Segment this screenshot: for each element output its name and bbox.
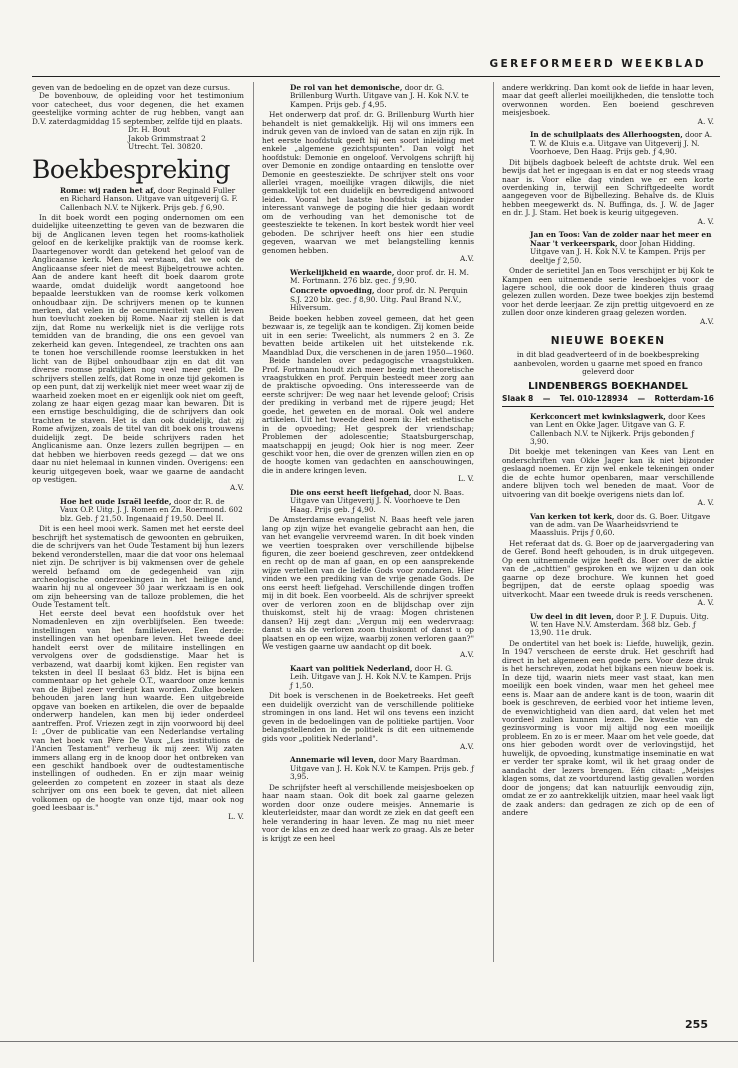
review-signature: L. V. [228,811,244,821]
section-title: Boekbespreking [32,154,230,184]
review-signature: A.V. [230,483,244,493]
author-city: Utrecht. Tel. 30820. [128,142,203,152]
review-signature: L. V. [458,474,474,484]
review-heading: Hoe het oude Israël leefde, door dr. R. de Vaux O.P. Uitg. J. J. Romen en Zn. Roermond. 602 blz. Geb. ƒ 21,50. Ingenaaid ƒ 19,50. Deel II. [60,496,243,523]
review-heading: In de schuilplaats des Allerhoogsten, door A. T. W. de Kluis e.a. Uitgave van Uitgeverij J. N. Voorhoeve, Den Haag. Prijs geb. ƒ 4,90. [530,130,713,157]
review-heading: Rome: wij raden het af, door Reginald Fuller en Richard Hanson. Uitgave van uitgeverij G. F. Callenbach N.V. te Nijkerk. Prijs geb. ƒ 6,90. [60,185,238,212]
journal-title: GEREFORMEERD WEEKBLAD [489,58,706,70]
review-signature: A.V. [460,650,474,660]
review-signature: A.V. [460,254,474,264]
review-paragraph: Dit is een heel mooi werk. Samen met het eerste deel beschrijft het systematisch de gewoonten en gebruiken, die de schrijvers van het Oude Testament bij hun lezers bekend veronderstellen, maar die dat voor ons helemaal niet zijn. De schrijver is bij vakmensen over de gehele wereld befaamd om de gedegenheid van zijn archeologische onderzoekingen in het heilige land, waarin hij nu al ongeveer 30 jaar werkzaam is en ook om zijn beheersing van de talloze problemen, die het Oude Testament telt. [32,524,244,610]
review-heading: Kerkconcert met kwinkslagwerk, door Kees van Lent en Okke Jager. Uitgave van G. F. Callenbach N.V. te Nijkerk. Prijs gebonden ƒ 3,90. [530,411,706,446]
review-signature: A. V. [697,116,714,126]
review-paragraph: Het referaat dat ds. G. Boer op de jaarvergadering van de Geref. Bond heeft gehouden, is in druk uitgegeven. Op een uitnemende wijze heeft ds. Boer over de aktie van de „achttien" gesproken en we wijzen u dan ook gaarne op deze brochure. We kunnen het goed begrijpen, dat de eerste oplaag spoedig was uitverkocht. Maar een tweede druk is reeds verschenen. [502,538,714,599]
author-name: Dr. H. Bout [128,125,170,135]
review-signature: A. V. [697,216,714,226]
bookshop-city: Rotterdam-16 [654,393,714,403]
review-signature: A. V. [697,498,714,508]
review-heading: Concrete opvoeding, door prof. dr. N. Perquin S.J. 220 blz. gec. ƒ 8,90. Uitg. Paul Brand N.V., Hilversum. [290,286,468,313]
bookshop-advert [502,335,714,406]
review-heading: Werkelijkheid en waarde, door prof. dr. H. M. M. Fortmann. 276 blz. gec. ƒ 9,90. [290,267,469,285]
column-2 [262,84,474,843]
advert-text: geleverd door [582,367,634,377]
review-paragraph: Dit boekje met tekeningen van Kees van Lent en onderschriften van Okke Jager kan ik niet bijzonder geslaagd noemen. Er zijn wel enkele tekeningen onder die de echte humor openbaren, maar verschillende andere blijven toch wel beneden de maat. Voor de uitvoering van dit boekje overigens niets dan lof. [502,447,714,499]
review-paragraph: De Amsterdamse evangelist N. Baas heeft vele jaren lang op zijn wijze het evangelie gebracht aan hen, die van het evangelie vervreemd waren. In dit boek vinden we veertien toespraken over verschillende bijbelse figuren, die zeer boeiend geschreven, zeer ontdekkend en recht op de man af gaan, en op een aansprekende wijze vertellen van de liefde Gods voor zondaren. Hier vinden we een prediking van de vrije genade Gods. De ons eerst heeft liefgehad. Verschillende dingen troffen mij in dit boek. Een voorbeeld. Als de schrijver spreekt over de verloren zoon en de blijdschap over zijn thuiskomst, stelt hij de vraag: Mogen christenen dansen? Hij zegt dan: „Vergun mij een wedervraag: danst u als de verloren zoon thuiskomt of danst u op plaatsen en op een wijze, waarbij zonen verloren gaan?" We vestigen gaarne uw aandacht op dit boek. [262,515,474,651]
review-heading: Kaart van politiek Nederland, door H. G. Leih. Uitgave van J. H. Kok N.V. te Kampen. Prijs ƒ 1,50. [290,663,472,690]
review-signature: A. V. [697,598,714,608]
intro-paragraph: De bovenbouw, de opleiding voor het testimonium voor catecheet, dus voor degenen, die het examen geestelijke vorming achter de rug hebben, vangt aan D.V. zaterdagmiddag 15 september, zelfde tijd en plaats. [32,91,244,126]
bookshop-separator: — [542,393,551,403]
review-paragraph: Het eerste deel bevat een hoofdstuk over het Nomadenleven en zijn overblijfselen. Een tweede: instellingen van het familieleven. Een derde: instellingen van het openbare leven. Het tweede deel handelt eerst over de militaire instellingen en vervolgens over de godsdienstige. Maar het is verbazend, wat daarbij komt kijken. Een register van teksten in deel II beslaat 63 bldz. Het is bijna een commentaar op het gehele O.T., waardoor onze kennis van de Bijbel zeer verdiept kan worden. Zulke boeken behouden jaren lang hun waarde. Een uitgebreide opgave van boeken en artikelen, die over de bepaalde onderwerp handelen, kan men bij ieder onderdeel aantreffen. Prof. Vriezen zegt in zijn voorwoord bij deel I: „Over de publicatie van een Nederlandse vertaling van het boek van Père De Vaux „Les institutions de l'Ancien Testament" verheug ik mij zeer. Wij zaten immers allang erg in de knoop door het ontbreken van een geschikt handboek over de oudtestamentische instellingen of oudheden. En er zijn maar weinig geleerden zo competent en zozeer in staat als deze schrijver om ons een boek te geven, dat niet alleen volkomen op de hoogte van onze tijd, maar ook nog goed leesbaar is." [32,608,244,813]
bookshop-street: Slaak 8 [502,393,534,403]
review-paragraph: Beide handelen over pedagogische vraagstukken. Prof. Fortmann houdt zich meer bezig met theoretische vraagstukken en prof. Perquin besteedt meer zorg aan de praktische opvoeding. Ons interesseerde van de eerste schrijver: De weg naar het levende geloof; Crisis der prediking in verband met de rijpere jeugd; Het goede, het geweten en de moraal. Ook wel andere artikelen. Uit het tweede deel noem ik: Het esthetische in de opvoeding; Het gesprek der vriendschap; Problemen der adolescentie; Staatsburgerschap, maatschappij en jeugd; Ook hier is nog meer. Zeer geschikt voor hen, die over de grenzen willen zien en op de hoogte komen van gedachten en aanschouwingen, die in andere kringen leven. [262,356,474,475]
author-street: Jakob Grimmstraat 2 [128,133,206,143]
review-paragraph: Beide boeken hebben zoveel gemeen, dat het geen bezwaar is, ze tegelijk aan te kondigen. Zij komen beide uit in een serie: Tweelicht, als nummers 2 en 3. Ze bevatten beide artikelen uit het uitstekende r.k. Maandblad Dux, die verschenen in de jaren 1950—1960. [262,313,474,357]
review-heading: De rol van het demonische, door dr. G. Brillenburg Wurth. Uitgave van J. H. Kok N.V. te Kampen. Prijs geb. ƒ 4,95. [290,83,469,109]
review-signature: A.V. [460,741,474,751]
advert-text: aanbevolen, worden u gaarne met spoed en franco [513,358,703,368]
review-heading: Van kerken tot kerk, door ds. G. Boer. Uitgave van de adm. van De Waarheidsvriend te Maassluis. Prijs ƒ 0,60. [530,511,711,538]
review-heading: Die ons eerst heeft liefgehad, door N. Baas. Uitgave van Uitgeverij J. N. Voorhoeve te Den Haag. Prijs geb. ƒ 4,90. [290,487,465,514]
continued-paragraph: andere werkkring. Dan komt ook de liefde in haar leven, maar dat geeft allerlei moeilijkheden, die tenslotte toch overwonnen worden. Een boeiend geschreven meisjesboek. [502,83,714,118]
review-paragraph: Het onderwerp dat prof. dr. G. Brillenburg Wurth hier behandelt is niet gemakkelijk. Hij wil ons immers een indruk geven van de invloed van de satan en zijn rijk. In het eerste hoofdstuk geeft hij een soort inleiding met enkele „algemene gezichtspunten". Dan volgt het hoofdstuk: Demonie en ongeloof. Vervolgens schrijft hij over Demonie en zondige ontaarding en tenslotte over Demonie en geestesziekte. De schrijver stelt ons voor allerlei vragen, moeilijke vragen dikwijls, die niet gemakkelijk tot een duidelijk en bevredigend antwoord leiden. Vooral het laatste hoofdstuk is bijzonder interessant vanwege de poging die hier gedaan wordt om de verhouding van het demonische tot de geestesziekte te tekenen. In kort bestek wordt hier veel geboden. De schrijver heeft ons hier een studie gegeven, waarvan we met belangstelling kennis genomen hebben. [262,110,474,255]
review-paragraph: Dit boek is verschenen in de Boeketreeks. Het geeft een duidelijk overzicht van de verschillende politieke stromingen in ons land. Het wil ons tevens een inzicht geven in de bedoelingen van de politieke partijen. Voor belangstellenden in de politiek is dit een uitnemende gids voor „politiek Nederland". [262,691,474,743]
bookshop-separator: — [637,393,646,403]
review-paragraph: Dit bijbels dagboek beleeft de achtste druk. Wel een bewijs dat het er ingegaan is en dat er nog steeds vraag naar is. Voor elke dag vinden we er een korte overdenking in, terwijl een Schriftgedeelte wordt aangegeven voor de Bijbellezing. Behalve ds. de Kluis hebben meegewerkt ds. N. Buffinga, ds. J. W. de Jager en dr. J. J. Stam. Het boek is keurig uitgegeven. [502,157,714,218]
page-number: 255 [685,1018,708,1031]
column-divider [493,82,494,962]
review-paragraph: De schrijfster heeft al verschillende meisjesboeken op haar naam staan. Ook dit boek zal gaarne gelezen worden door onze oudere meisjes. Annemarie is kleuterleidster, maar dan wordt ze ziek en dat geeft een hele verandering in haar leven. Ze mag nu niet meer voor de klas en ze deed haar werk zo graag. Als ze beter is krijgt ze een heel [262,782,474,843]
bookshop-address [502,394,714,407]
review-heading: Jan en Toos: Van de zolder naar het meer en Naar 't verkeerspark, door Johan Hidding. Uitgave van J. H. Kok N.V. te Kampen. Prijs per deeltje ƒ 2,50. [530,230,712,265]
column-1 [32,84,244,821]
masthead [32,56,720,77]
bookshop-name: LINDENBERGS BOEKHANDEL [528,380,688,392]
bookshop-phone: Tel. 010-128934 [559,393,629,403]
review-paragraph: In dit boek wordt een poging ondernomen om een duidelijke uiteenzetting te geven van de bezwaren die bij de Anglicanen leven tegen het rooms-katholiek geloof en de kerkelijke praktijk van de roomse kerk. Daartegenover wordt dan getekend het geloof van de Anglicaanse kerk. Men zal verstaan, dat we ook de Anglicaanse sfeer niet de meest Bijbelgetrouwe achten. Aan de andere kant heeft dit boek daarom grote waarde, omdat duidelijk wordt aangetoond hoe bepaalde leerstukken van de roomse kerk volkomen onhoudbaar zijn. De schrijvers menen op te kunnen merken, dat velen in de oecumeniciteit van dit leven hun toevlucht zoeken bij Rome. Naar zij stellen is dat zijn, dat Rome nu werkelijk niet is die verlijge rots temidden van de branding, die ons een gevoel van zekerheid kan geven. Integendeel, ze trachten ons aan te tonen hoe verschillende roomse leerstukken in het licht van de Bijbel onhoudbaar zijn en dat dit van diverse roomse praktijken nog veel meer geldt. De schrijvers stellen zelfs, dat Rome in onze tijd gekomen is op een punt, dat zij werkelijk niet meer weet waar zij de waarheid zoeken moet en er eigenlijk ook niet om geeft, zolang ze haar eigen gezag maar kan bewaren. Dit is een ernstige beschuldiging, die de schrijvers dan ook trachten te staven. Het is dan ook duidelijk, dat zij Rome afwijzen, zoals de titel van dit boek ons trouwens duidelijk zegt. De beide schrijvers raden het Anglicanisme aan. Onze lezers zullen begrijpen — en dat hebben we hierboven reeds gezegd — dat we ons daar nu niet helemaal in kunnen vinden. Overigens: een keurig uitgegeven boek, waar we gaarne de aandacht op vestigen. [32,212,244,485]
advert-text: in dit blad geadverteerd of in de boekbespreking [516,350,700,360]
column-divider [253,82,254,962]
intro-paragraph: geven van de bedoeling en de opzet van deze cursus. [32,83,231,92]
bottom-rule [0,1041,738,1042]
review-paragraph: De ondertitel van het boek is: Liefde, huwelijk, gezin. In 1947 verscheen de eerste druk. Het geschrift had direct in het algemeen een goede pers. Voor deze druk is het herschreven, zodat het bijkans een nieuw boek is. In deze tijd, waarin niets meer vast staat, kan men moeilijk een boek vinden, waar men het geheel mee eens is. Maar aan de andere kant is de toon, waarin dit boek is geschreven, de eerbied voor het intieme leven, de evenwichtigheid van dien aard, dat velen het met voordeel zullen kunnen lezen. De kwestie van de gezinsvorming is voor mij altijd nog een moeilijk probleem. En zo is er meer. Maar om het vele goede, dat ons hier geboden wordt over de verlovingstijd, het huwelijk, de opvoeding, kunstmatige inseminatie en wat er verder ter sprake komt, wil ik het graag onder de aandacht der lezers brengen. Eén citaat: „Meisjes klagen soms, dat ze voortdurend lastig gevallen worden door de jongens; dat kan natuurlijk eenvoudig zijn, omdat ze er zo aantrekkelijk uitzien, maar heel vaak ligt de zaak anders: dan gedragen ze zich op de een of andere [502,638,714,817]
review-heading: Uw deel in dit leven, door P. J. F. Dupuis. Uitg. W. ten Have N.V. Amsterdam. 368 blz. Geb. ƒ 13,90. 11e druk. [530,611,709,638]
review-signature: A.V. [700,316,714,326]
column-3 [502,84,714,817]
advert-title: NIEUWE BOEKEN [550,335,666,348]
review-heading: Annemarie wil leven, door Mary Baardman. Uitgave van J. H. Kok N.V. te Kampen. Prijs geb. ƒ 3,95. [290,755,474,782]
review-paragraph: Onder de serietitel Jan en Toos verschijnt er bij Kok te Kampen een uitnemende serie leesboekjes voor de lagere school, die ook door de kinderen thuis graag gelezen zullen worden. Deze twee boekjes zijn bestemd voor het derde leerjaar. Ze zijn prettig uitgevoerd en ze zullen door onze kinderen graag gelezen worden. [502,266,714,318]
